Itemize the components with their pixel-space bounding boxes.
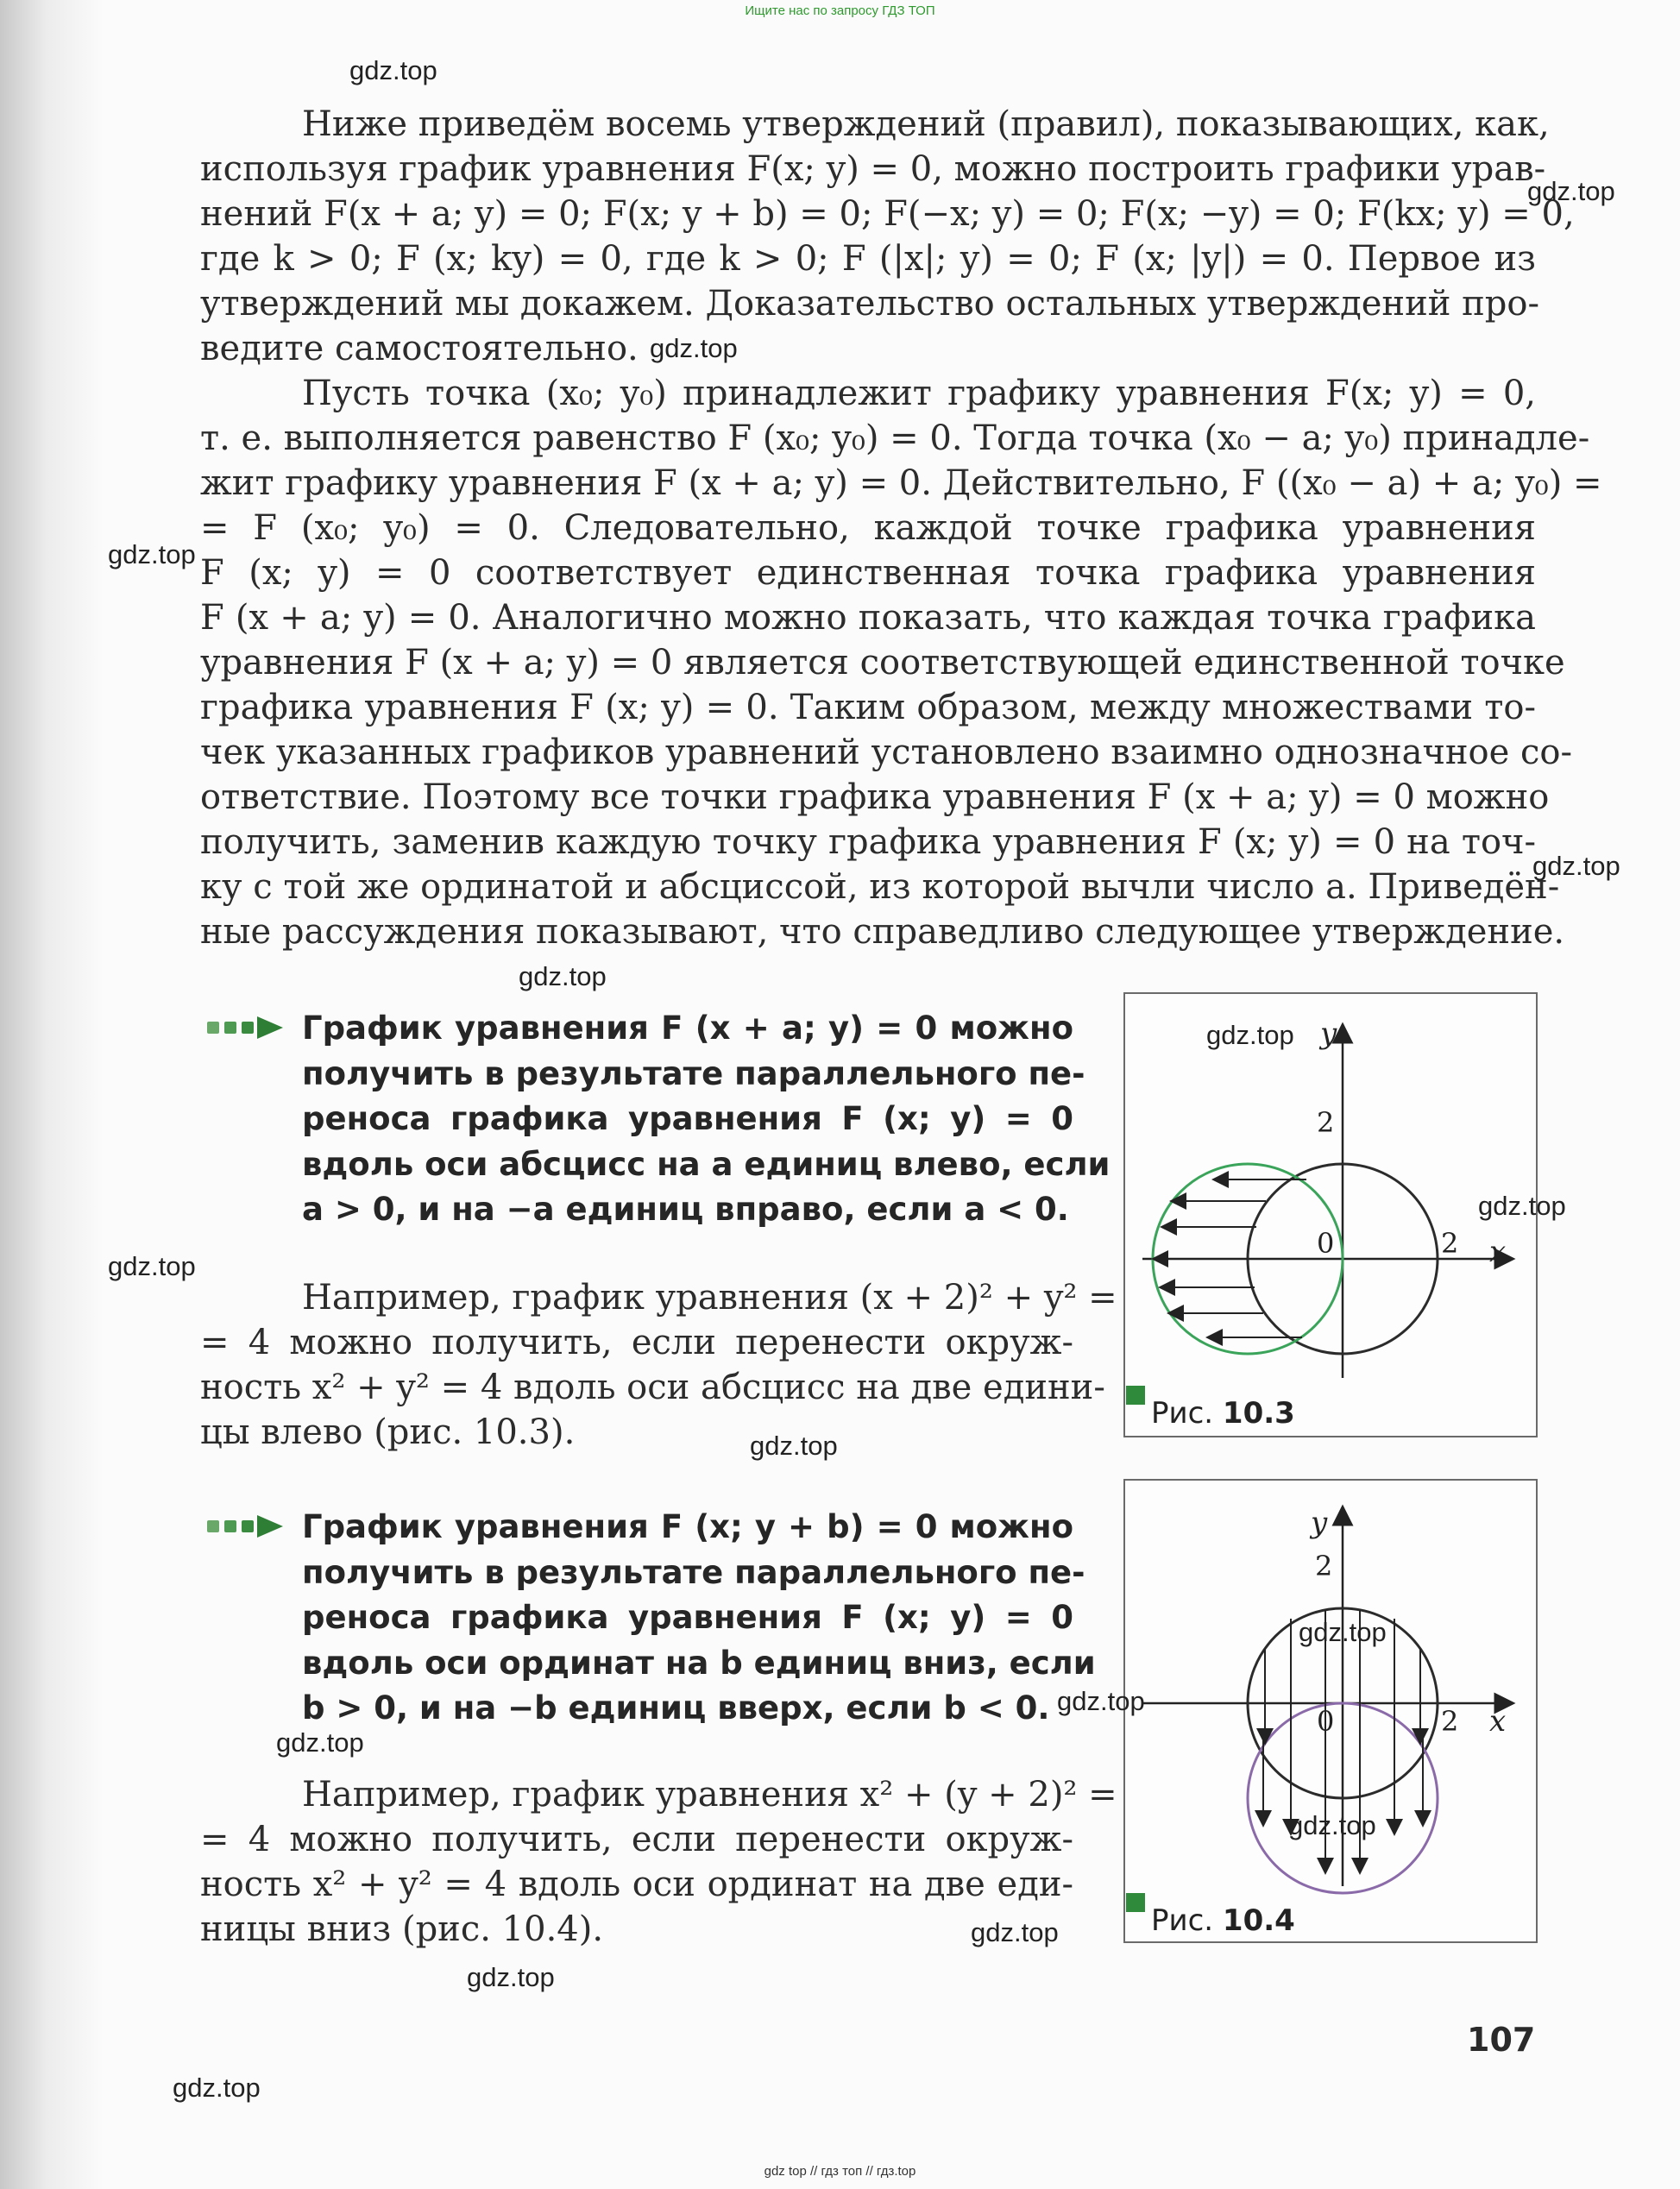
figure-10-4 — [1123, 1479, 1538, 1943]
text-line: Например, график уравнения x² + (y + 2)² = — [302, 1775, 1117, 1815]
figure-caption — [1151, 1903, 1295, 1938]
axis-label-y: y — [1320, 1016, 1337, 1051]
text-line: графика уравнения F (x; y) = 0. Таким образом, между множествами то- — [200, 688, 1536, 727]
text-line: получить, заменив каждую точку графика уравнения F (x; y) = 0 на точ- — [200, 822, 1536, 862]
text-line: ность x² + y² = 4 вдоль оси абсцисс на две едини- — [200, 1368, 1105, 1407]
watermark: gdz.top — [173, 2073, 261, 2103]
caption-prefix: Рис. — [1151, 1903, 1214, 1938]
tick-label-2-x: 2 — [1441, 1705, 1459, 1738]
text-line: ницы вниз (рис. 10.4). — [200, 1909, 604, 1949]
text-line: ность x² + y² = 4 вдоль оси ординат на две еди- — [200, 1865, 1073, 1904]
rule-line: b > 0, и на −b единиц вверх, если b < 0. — [302, 1689, 1050, 1727]
rule-line: реноса графика уравнения F (x; y) = 0 — [302, 1599, 1073, 1636]
caption-number: 10.3 — [1222, 1396, 1295, 1431]
text-line: ответствие. Поэтому все точки графика уравнения F (x + a; y) = 0 можно — [200, 777, 1550, 817]
rule-vertical-shift — [302, 1505, 1096, 1732]
figure-caption — [1151, 1396, 1295, 1431]
watermark: gdz.top — [1057, 1686, 1145, 1716]
watermark: gdz.top — [276, 1727, 364, 1758]
rule-line: получить в результате параллельного пе- — [302, 1054, 1085, 1092]
caption-marker-icon — [1126, 1893, 1145, 1912]
rule-line: получить в результате параллельного пе- — [302, 1553, 1085, 1591]
rule-line: реноса графика уравнения F (x; y) = 0 — [302, 1100, 1073, 1137]
watermark: gdz.top — [1527, 176, 1615, 206]
text-line: F (x + a; y) = 0. Аналогично можно показать, что каждая точка графика — [200, 598, 1536, 638]
rule-line: График уравнения F (x + a; y) = 0 можно — [302, 1010, 1073, 1047]
page-number: 107 — [1467, 2021, 1536, 2059]
watermark: gdz.top — [349, 55, 437, 85]
figure-10-3-graph — [1125, 994, 1536, 1436]
paragraph-example-2 — [200, 1772, 1117, 1952]
watermark: gdz.top — [1299, 1617, 1387, 1647]
text-line: Например, график уравнения (x + 2)² + y² = — [302, 1278, 1117, 1318]
text-line: жит графику уравнения F (x + a; y) = 0. Действительно, F ((x₀ − a) + a; y₀) = — [200, 463, 1602, 503]
watermark: gdz.top — [1206, 1020, 1294, 1050]
text-line: F (x; y) = 0 соответствует единственная точка графика уравнения — [200, 553, 1536, 593]
tick-label-2-y: 2 — [1315, 1550, 1333, 1582]
text-line: = F (x₀; y₀) = 0. Следовательно, каждой точке графика уравнения — [200, 508, 1536, 548]
watermark: gdz.top — [108, 1251, 196, 1281]
watermark: gdz.top — [1532, 851, 1620, 881]
figure-10-3 — [1123, 992, 1538, 1437]
watermark: gdz.top — [108, 539, 196, 569]
axis-label-x: x — [1489, 1704, 1507, 1739]
watermark: gdz.top — [519, 961, 607, 991]
origin-label: 0 — [1317, 1227, 1335, 1260]
top-banner: Ищите нас по запросу ГДЗ ТОП — [745, 3, 935, 18]
tick-label-2-y: 2 — [1317, 1106, 1335, 1139]
tick-label-2-x: 2 — [1441, 1227, 1459, 1260]
paragraph-example-1 — [200, 1275, 1117, 1455]
text-line: = 4 можно получить, если перенести окруж- — [200, 1323, 1073, 1362]
caption-number: 10.4 — [1222, 1903, 1295, 1938]
rule-line: вдоль оси ординат на b единиц вниз, если — [302, 1644, 1096, 1682]
rule-arrow-icon — [205, 1512, 285, 1541]
page-binding-shadow — [0, 0, 104, 2189]
watermark: gdz.top — [971, 1917, 1059, 1947]
text-line: ведите самостоятельно. — [200, 329, 639, 368]
origin-label: 0 — [1317, 1705, 1335, 1738]
bottom-banner: gdz top // гдз топ // гдз.top — [764, 2164, 916, 2179]
watermark: gdz.top — [650, 333, 738, 363]
text-line: нений F(x + a; y) = 0; F(x; y + b) = 0; F(−x; y) = 0; F(x; −y) = 0; F(kx; y) = 0, — [200, 194, 1575, 234]
rule-line: a > 0, и на −a единиц вправо, если a < 0. — [302, 1191, 1069, 1228]
text-line: чек указанных графиков уравнений установлено взаимно однозначное со- — [200, 733, 1573, 772]
watermark: gdz.top — [750, 1431, 838, 1461]
text-line: где k > 0; F (x; ky) = 0, где k > 0; F (|x|; y) = 0; F (x; |y|) = 0. Первое из — [200, 239, 1536, 279]
text-line: используя график уравнения F(x; y) = 0, можно построить графики урав- — [200, 149, 1546, 189]
text-line: Пусть точка (x₀; y₀) принадлежит графику уравнения F(x; y) = 0, — [302, 374, 1536, 413]
text-line: Ниже приведём восемь утверждений (правил), показывающих, как, — [302, 104, 1550, 144]
text-line: т. е. выполняется равенство F (x₀; y₀) = 0. Тогда точка (x₀ − a; y₀) принадле- — [200, 418, 1590, 458]
axis-label-x: x — [1489, 1235, 1507, 1269]
text-line: ку с той же ординатой и абсциссой, из которой вычли число a. Приведён- — [200, 867, 1560, 907]
text-line: уравнения F (x + a; y) = 0 является соответствующей единственной точке — [200, 643, 1565, 682]
rule-horizontal-shift — [302, 1006, 1111, 1233]
axis-label-y: y — [1311, 1506, 1328, 1540]
rule-line: вдоль оси абсцисс на a единиц влево, если — [302, 1145, 1111, 1183]
caption-prefix: Рис. — [1151, 1396, 1214, 1431]
watermark: gdz.top — [1288, 1810, 1376, 1840]
rule-arrow-icon — [205, 1013, 285, 1042]
watermark: gdz.top — [1478, 1191, 1566, 1221]
text-line: ные рассуждения показывают, что справедливо следующее утверждение. — [200, 912, 1565, 952]
figure-10-4-graph — [1125, 1481, 1536, 1941]
text-line: цы влево (рис. 10.3). — [200, 1412, 576, 1452]
text-line: утверждений мы докажем. Доказательство остальных утверждений про- — [200, 284, 1539, 324]
text-line: = 4 можно получить, если перенести окруж- — [200, 1820, 1073, 1859]
rule-line: График уравнения F (x; y + b) = 0 можно — [302, 1508, 1073, 1545]
watermark: gdz.top — [467, 1962, 555, 1992]
caption-marker-icon — [1126, 1386, 1145, 1405]
